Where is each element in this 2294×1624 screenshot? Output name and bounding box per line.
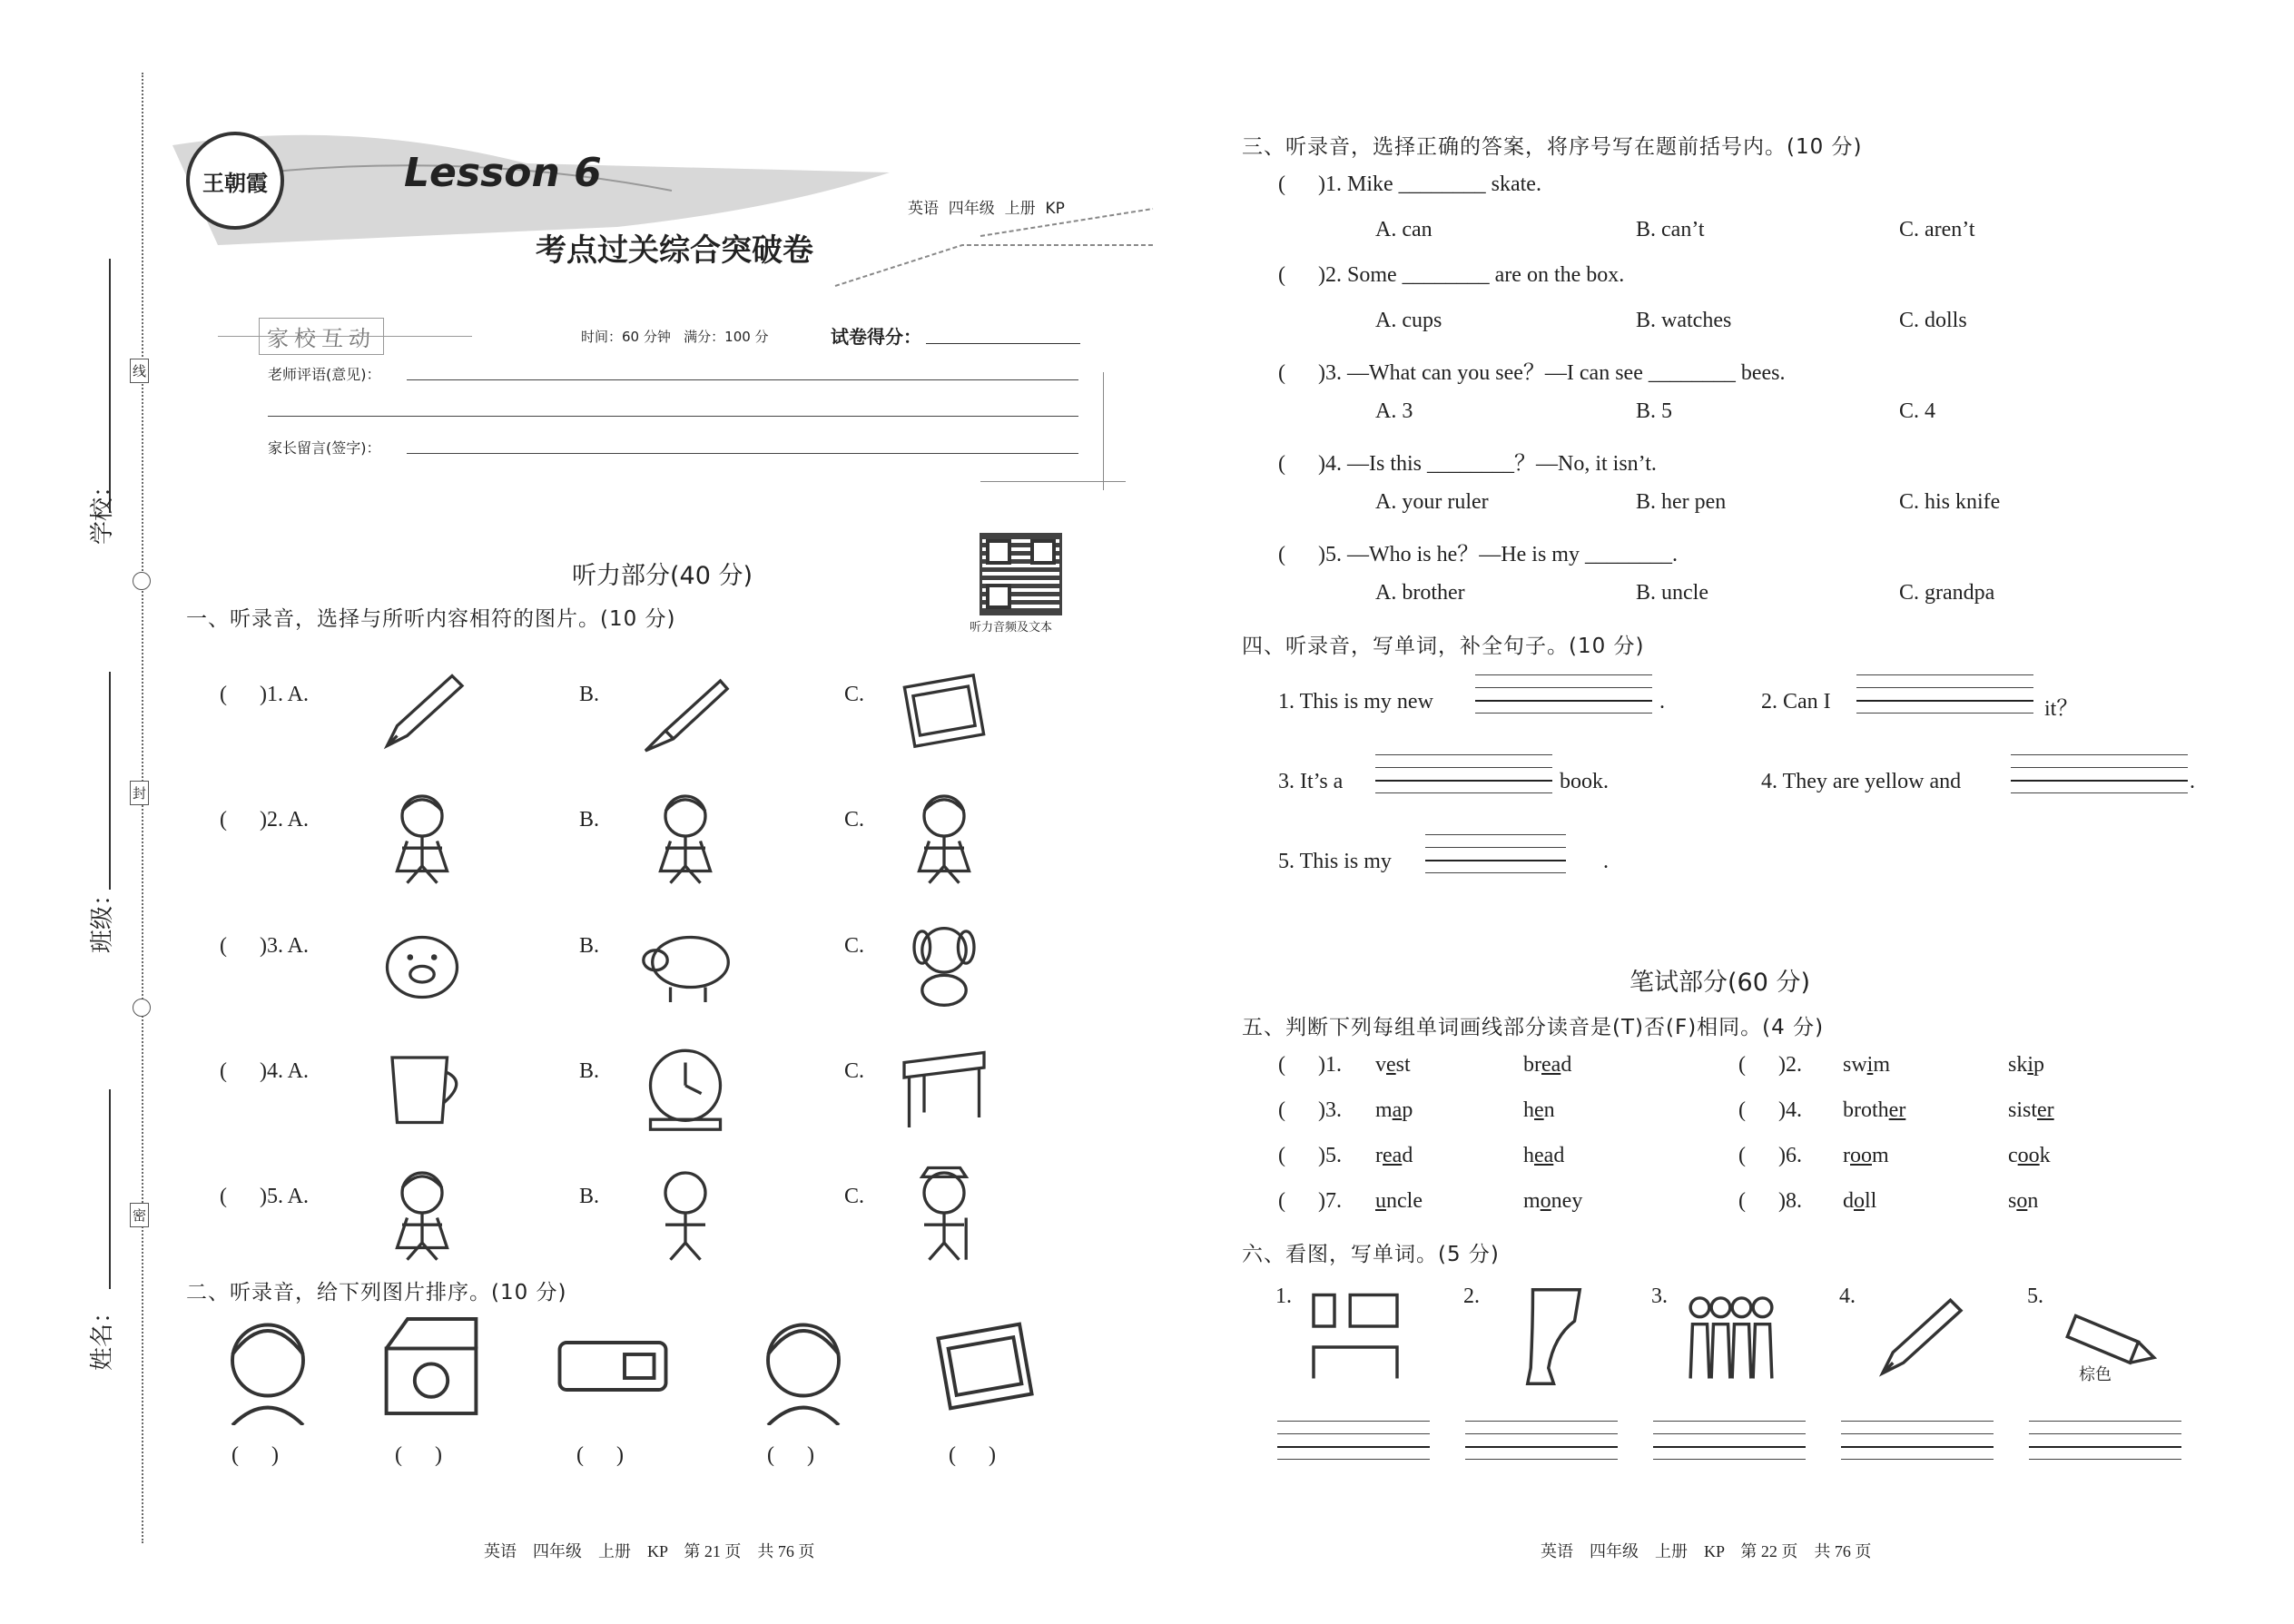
sec5-question[interactable]: ( )4. xyxy=(1738,1098,1802,1122)
sec4-sentence-end: it？ xyxy=(2044,697,2079,721)
qr-caption: 听力音频及文本 xyxy=(970,621,1053,635)
sec5-title: 五、判断下列每组单词画线部分读音是(T)否(F)相同。(4 分) xyxy=(1242,1016,1825,1039)
sec1-question-1[interactable]: ( )1. A. xyxy=(220,683,309,706)
sec6-number: 3. xyxy=(1651,1284,1668,1308)
score-field[interactable] xyxy=(926,343,1080,344)
sec5-word: hen xyxy=(1523,1098,1555,1122)
clock-icon xyxy=(626,1038,744,1137)
seal-mark-xian: 线 xyxy=(130,359,149,383)
badge-line xyxy=(218,336,472,337)
writing-title: 笔试部分(60 分) xyxy=(1629,969,1811,997)
writing-line[interactable] xyxy=(1425,834,1566,835)
sec5-underlined-part: i xyxy=(1866,1053,1874,1077)
writing-line[interactable] xyxy=(1475,674,1652,675)
teacher-comment-field-2[interactable] xyxy=(268,416,1078,417)
writing-line[interactable] xyxy=(1375,767,1552,768)
sec4-sentence-5: 5. This is my xyxy=(1278,850,1392,873)
sec3-option-b: B. watches xyxy=(1636,309,1732,332)
sec1-option-b: B. xyxy=(579,1059,600,1083)
pen-icon xyxy=(626,661,744,761)
score-label: 试卷得分： xyxy=(831,326,921,348)
girl-face-icon xyxy=(209,1307,327,1425)
sec5-word: map xyxy=(1375,1098,1413,1122)
sec5-word: read xyxy=(1375,1144,1413,1167)
sec5-underlined-part: e xyxy=(1534,1098,1544,1122)
book-icon xyxy=(885,661,1003,761)
teacher-comment-field[interactable] xyxy=(407,379,1078,380)
books-icon xyxy=(926,1307,1044,1425)
writing-line[interactable] xyxy=(1856,674,2033,675)
parent-comment-field[interactable] xyxy=(407,453,1078,454)
sec4-sentence-3: 3. It’s a xyxy=(1278,770,1344,793)
sec3-question-3[interactable]: ( )3. —What can you see？—I can see ________ bees. xyxy=(1278,361,1786,385)
sec5-word: vest xyxy=(1375,1053,1411,1077)
brand-logo-text: 王朝霞 xyxy=(202,169,268,196)
sec5-underlined-part: er xyxy=(2037,1098,2054,1122)
sec6-writing-line[interactable] xyxy=(1653,1433,1806,1434)
sec3-question-4[interactable]: ( )4. —Is this ________？—No, it isn’t. xyxy=(1278,452,1657,476)
sec5-word: bread xyxy=(1523,1053,1572,1077)
leg-icon xyxy=(1489,1284,1598,1389)
footer-left: 英语 四年级 上册 KP 第 21 页 共 76 页 xyxy=(484,1542,815,1560)
cup-icon xyxy=(359,1038,486,1137)
sec5-underlined-part: o xyxy=(1854,1189,1865,1213)
pencil-icon xyxy=(359,661,486,761)
writing-line[interactable] xyxy=(1425,860,1566,861)
sec6-title: 六、看图，写单词。(5 分) xyxy=(1242,1243,1500,1266)
sec3-option-a: A. cups xyxy=(1375,309,1442,332)
sec5-underlined-part: er xyxy=(1888,1098,1906,1122)
sec5-word: skip xyxy=(2008,1053,2045,1077)
box-bottom-rule xyxy=(980,481,1126,482)
sec4-sentence-2: 2. Can I xyxy=(1761,690,1831,714)
sec4-sentence-end: . xyxy=(1603,850,1609,873)
girl-icon xyxy=(359,1163,486,1263)
sec1-option-c: C. xyxy=(844,683,865,706)
sec6-writing-line[interactable] xyxy=(1277,1446,1430,1448)
sec5-underlined-part: ea xyxy=(1541,1053,1561,1077)
sec5-word: swim xyxy=(1843,1053,1891,1077)
writing-line[interactable] xyxy=(1856,700,2033,702)
sec1-option-b: B. xyxy=(579,1185,600,1208)
sec5-question[interactable]: ( )7. xyxy=(1278,1189,1342,1213)
sec3-option-c: C. his knife xyxy=(1899,490,2001,514)
sec6-number: 2. xyxy=(1463,1284,1480,1308)
sec2-title: 二、听录音，给下列图片排序。(10 分) xyxy=(186,1281,567,1304)
sec6-writing-line[interactable] xyxy=(1841,1446,1994,1448)
sec1-option-b: B. xyxy=(579,934,600,958)
sec1-question-2[interactable]: ( )2. A. xyxy=(220,808,309,832)
sec5-underlined-part: ea xyxy=(1383,1144,1403,1167)
sec1-option-c: C. xyxy=(844,1059,865,1083)
family-icon xyxy=(1677,1284,1786,1389)
sec1-option-c: C. xyxy=(844,934,865,958)
writing-line[interactable] xyxy=(1425,847,1566,848)
sec5-question[interactable]: ( )5. xyxy=(1278,1144,1342,1167)
writing-line[interactable] xyxy=(1475,687,1652,688)
sec6-writing-line[interactable] xyxy=(1653,1421,1806,1422)
sec4-sentence-end: book. xyxy=(1560,770,1609,793)
sec5-underlined-part: ea xyxy=(1534,1144,1554,1167)
sec6-writing-line[interactable] xyxy=(1277,1433,1430,1434)
sec5-underlined-part: e xyxy=(1386,1053,1396,1077)
name-label: 姓名： xyxy=(89,1299,116,1371)
pig-icon xyxy=(359,912,486,1012)
sec3-option-b: B. her pen xyxy=(1636,490,1727,514)
qr-code[interactable] xyxy=(982,536,1059,613)
boy-icon xyxy=(626,1163,744,1263)
sec5-word: cook xyxy=(2008,1144,2051,1167)
sec6-number: 5. xyxy=(2027,1284,2043,1308)
sec5-underlined-part: o xyxy=(1540,1189,1551,1213)
girl-dancing-icon xyxy=(359,786,486,886)
writing-line[interactable] xyxy=(2011,792,2188,793)
binding-circle xyxy=(133,999,151,1017)
sec3-title: 三、听录音，选择正确的答案，将序号写在题前括号内。(10 分) xyxy=(1242,135,1863,159)
sec5-word: room xyxy=(1843,1144,1889,1167)
sec3-question-2[interactable]: ( )2. Some ________ are on the box. xyxy=(1278,263,1625,287)
sec1-option-c: C. xyxy=(844,808,865,832)
sec5-underlined-part: o xyxy=(2016,1189,2028,1213)
seal-mark-mi: 密 xyxy=(130,1203,149,1227)
parent-comment-label: 家长留言(签字)： xyxy=(268,439,381,457)
sec3-option-c: C. aren’t xyxy=(1899,218,1975,241)
sec4-sentence-1: 1. This is my new xyxy=(1278,690,1433,714)
seal-mark-feng: 封 xyxy=(130,781,149,805)
sec6-writing-line[interactable] xyxy=(1465,1421,1618,1422)
sec5-question[interactable]: ( )2. xyxy=(1738,1053,1802,1077)
name-field-line xyxy=(109,1089,111,1289)
sec6-writing-line[interactable] xyxy=(1841,1433,1994,1434)
writing-line[interactable] xyxy=(1375,754,1552,755)
writing-line[interactable] xyxy=(1375,792,1552,793)
sec3-option-a: A. brother xyxy=(1375,581,1465,605)
sec3-question-5[interactable]: ( )5. —Who is he？—He is my ________. xyxy=(1278,543,1678,566)
binding-dotted-line xyxy=(142,73,143,1543)
writing-line[interactable] xyxy=(1475,700,1652,702)
sec3-question-1[interactable]: ( )1. Mike ________ skate. xyxy=(1278,172,1541,196)
writing-line[interactable] xyxy=(1856,713,2033,714)
sec5-underlined-part: oo xyxy=(2017,1144,2040,1167)
sec3-option-b: B. can’t xyxy=(1636,218,1705,241)
sec5-question[interactable]: ( )6. xyxy=(1738,1144,1802,1167)
sheep-icon xyxy=(626,912,744,1012)
subtitle: 考点过关综合突破卷 xyxy=(536,232,813,269)
sec4-title: 四、听录音，写单词，补全句子。(10 分) xyxy=(1242,635,1645,658)
sec1-question-5[interactable]: ( )5. A. xyxy=(220,1185,309,1208)
lesson-title: Lesson 6 xyxy=(404,150,602,196)
sec5-question[interactable]: ( )3. xyxy=(1278,1098,1342,1122)
writing-line[interactable] xyxy=(1425,872,1566,873)
home-school-badge: 家校互动 xyxy=(259,318,384,355)
sec5-word: son xyxy=(2008,1189,2039,1213)
sec2-answer-bracket[interactable]: ( ) xyxy=(949,1443,996,1467)
sec2-answer-bracket[interactable]: ( ) xyxy=(576,1443,624,1467)
footer-right: 英语 四年级 上册 KP 第 22 页 共 76 页 xyxy=(1541,1542,1872,1560)
sec5-word: doll xyxy=(1843,1189,1877,1213)
pencil-box-icon xyxy=(554,1307,672,1425)
sec6-writing-line[interactable] xyxy=(1653,1446,1806,1448)
grade-tag: 英语 四年级 上册 KP xyxy=(908,200,1065,218)
listening-title: 听力部分(40 分) xyxy=(572,562,753,590)
sec6-writing-line[interactable] xyxy=(1653,1459,1806,1460)
watch-box-icon xyxy=(372,1307,490,1425)
sec1-option-b: B. xyxy=(579,683,600,706)
writing-line[interactable] xyxy=(1475,713,1652,714)
sec3-option-b: B. uncle xyxy=(1636,581,1708,605)
sec2-answer-bracket[interactable]: ( ) xyxy=(767,1443,814,1467)
box-right-rule xyxy=(1103,372,1104,490)
sec1-title: 一、听录音，选择与所听内容相符的图片。(10 分) xyxy=(186,607,676,631)
sec4-sentence-4: 4. They are yellow and xyxy=(1761,770,1962,793)
class-field-line xyxy=(109,672,111,890)
sec6-writing-line[interactable] xyxy=(1841,1421,1994,1422)
sec5-word: sister xyxy=(2008,1098,2054,1122)
sec6-writing-line[interactable] xyxy=(2029,1433,2181,1434)
sec5-underlined-part: i xyxy=(2027,1053,2034,1077)
man-face-icon xyxy=(744,1307,862,1425)
sec3-option-c: C. grandpa xyxy=(1899,581,1995,605)
girl-swimming-icon xyxy=(626,786,744,886)
grandpa-icon xyxy=(885,1163,1003,1263)
sec1-option-c: C. xyxy=(844,1185,865,1208)
sec5-word: uncle xyxy=(1375,1189,1423,1213)
sec4-sentence-end: . xyxy=(2190,770,2195,793)
brand-logo xyxy=(186,132,284,230)
time-info: 时间：60 分钟 满分：100 分 xyxy=(581,329,769,345)
sec3-option-a: A. can xyxy=(1375,218,1433,241)
sec6-writing-line[interactable] xyxy=(2029,1421,2181,1422)
sec6-writing-line[interactable] xyxy=(1465,1459,1618,1460)
sec3-option-b: B. 5 xyxy=(1636,399,1673,423)
crayon-label: 棕色 xyxy=(2079,1365,2112,1384)
sec5-word: money xyxy=(1523,1189,1583,1213)
teacher-comment-label: 老师评语(意见)： xyxy=(268,366,381,383)
writing-line[interactable] xyxy=(1856,687,2033,688)
sec6-writing-line[interactable] xyxy=(2029,1446,2181,1448)
sec5-word: head xyxy=(1523,1144,1565,1167)
sec6-writing-line[interactable] xyxy=(1465,1433,1618,1434)
writing-line[interactable] xyxy=(2011,780,2188,782)
sec6-writing-line[interactable] xyxy=(1841,1459,1994,1460)
sec2-answer-bracket[interactable]: ( ) xyxy=(395,1443,442,1467)
sec4-sentence-end: . xyxy=(1659,690,1665,714)
dog-icon xyxy=(885,912,1003,1012)
class-label: 班级： xyxy=(89,881,116,953)
sec6-writing-line[interactable] xyxy=(2029,1459,2181,1460)
sec3-option-c: C. dolls xyxy=(1899,309,1967,332)
writing-line[interactable] xyxy=(1375,780,1552,782)
sec1-question-3[interactable]: ( )3. A. xyxy=(220,934,309,958)
sec3-option-a: A. 3 xyxy=(1375,399,1413,423)
sec5-question[interactable]: ( )1. xyxy=(1278,1053,1342,1077)
sec5-underlined-part: oo xyxy=(1850,1144,1872,1167)
desk-icon xyxy=(885,1038,1003,1137)
pencil-icon xyxy=(1865,1284,1974,1389)
sec6-number: 4. xyxy=(1839,1284,1856,1308)
sec6-number: 1. xyxy=(1275,1284,1292,1308)
sec5-underlined-part: u xyxy=(1375,1189,1386,1213)
sec3-option-c: C. 4 xyxy=(1899,399,1936,423)
sec6-writing-line[interactable] xyxy=(1465,1446,1618,1448)
sec2-answer-bracket[interactable]: ( ) xyxy=(231,1443,279,1467)
sec1-question-4[interactable]: ( )4. A. xyxy=(220,1059,309,1083)
sec5-question[interactable]: ( )8. xyxy=(1738,1189,1802,1213)
writing-line[interactable] xyxy=(2011,767,2188,768)
bedroom-icon xyxy=(1301,1284,1410,1389)
sec5-underlined-part: a xyxy=(1392,1098,1403,1122)
sec3-option-a: A. your ruler xyxy=(1375,490,1489,514)
school-label: 学校： xyxy=(89,473,116,545)
sec6-writing-line[interactable] xyxy=(1277,1459,1430,1460)
writing-line[interactable] xyxy=(2011,754,2188,755)
binding-circle xyxy=(133,572,151,590)
sec1-option-b: B. xyxy=(579,808,600,832)
girl-skipping-icon xyxy=(885,786,1003,886)
sec5-word: brother xyxy=(1843,1098,1906,1122)
sec6-writing-line[interactable] xyxy=(1277,1421,1430,1422)
